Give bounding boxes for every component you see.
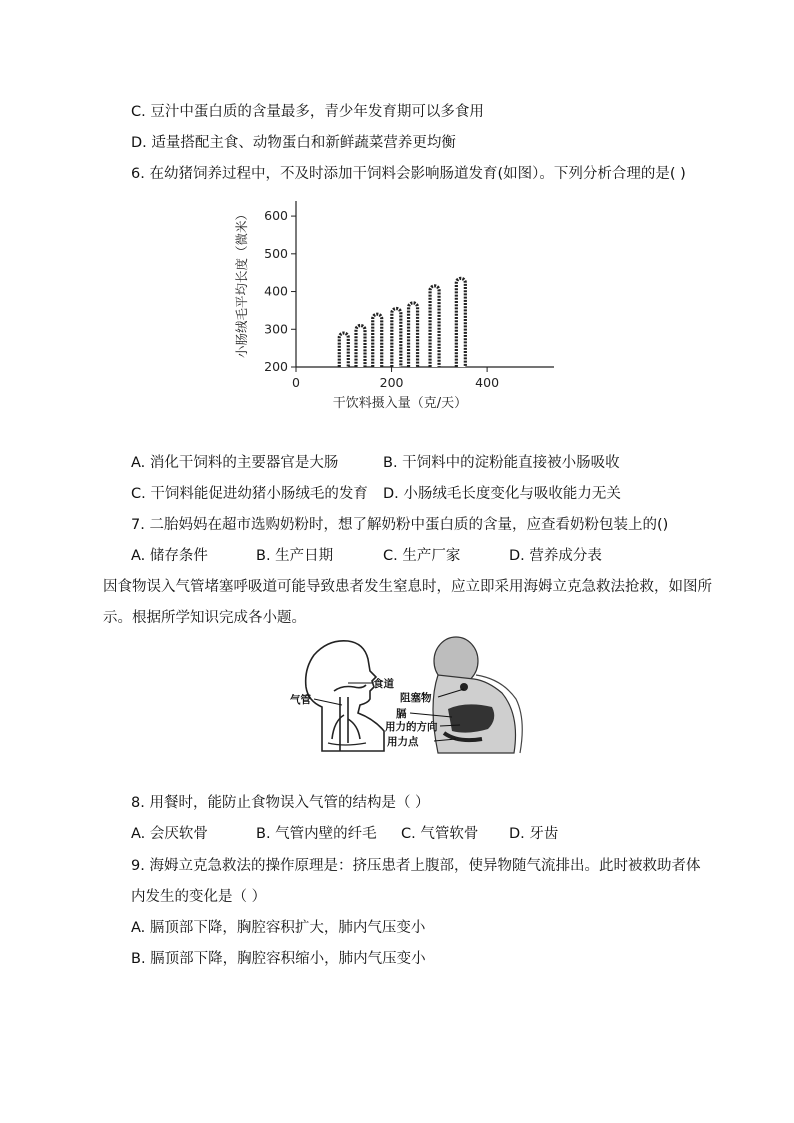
label-force-point: 用力点 <box>387 736 419 748</box>
chart-bar <box>373 314 382 367</box>
label-esophagus: 食道 <box>373 678 394 690</box>
q6-option-c: C. 干饲料能促进幼猪小肠绒毛的发育 <box>131 486 368 502</box>
q6-option-b: B. 干饲料中的淀粉能直接被小肠吸收 <box>383 455 620 471</box>
chart-x-label: 干饮料摄入量（克/天） <box>332 396 468 411</box>
chart-bar <box>339 333 348 367</box>
label-force-direction: 用力的方向 <box>385 721 438 733</box>
q5-option-d: D. 适量搭配主食、动物蛋白和新鲜蔬菜营养更均衡 <box>131 135 456 151</box>
label-obstruction: 阻塞物 <box>400 692 432 704</box>
chart-y-tick-label: 200 <box>264 359 288 374</box>
chart-x-tick-label: 400 <box>475 375 500 390</box>
chart-bar <box>392 309 401 367</box>
chart-x-tick-label: 200 <box>379 375 404 390</box>
chart-y-tick-label: 300 <box>264 321 288 337</box>
q6-option-d: D. 小肠绒毛长度变化与吸收能力无关 <box>383 486 621 502</box>
q7-stem: 7. 二胎妈妈在超市选购奶粉时，想了解奶粉中蛋白质的含量，应查看奶粉包装上的() <box>131 517 669 533</box>
q8-stem: 8. 用餐时，能防止食物误入气管的结构是（ ） <box>131 795 430 811</box>
q7-option-d: D. 营养成分表 <box>509 548 602 564</box>
heimlich-figure <box>288 635 528 757</box>
chart-axes <box>296 201 554 367</box>
q9-stem-line-1: 9. 海姆立克急救法的操作原理是：挤压患者上腹部，使异物随气流排出。此时被救助者体 <box>131 858 701 874</box>
q6-stem: 6. 在幼猪饲养过程中，不及时添加干饲料会影响肠道发育(如图）。下列分析合理的是( ) <box>131 166 686 182</box>
chart-bar <box>409 303 418 367</box>
passage-line-2: 示。根据所学知识完成各小题。 <box>103 610 306 626</box>
label-diaphragm: 膈 <box>396 708 407 720</box>
q8-option-d: D. 牙齿 <box>509 826 559 842</box>
q7-option-c: C. 生产厂家 <box>383 548 461 564</box>
passage-line-1: 因食物误入气管堵塞呼吸道可能导致患者发生窒息时，应立即采用海姆立克急救法抢救，如图所 <box>103 579 712 595</box>
chart-y-tick-label: 500 <box>264 245 288 261</box>
chart-y-tick-label: 600 <box>264 208 288 224</box>
q6-option-a: A. 消化干饲料的主要器官是大肠 <box>131 455 339 471</box>
q7-option-a: A. 储存条件 <box>131 548 208 564</box>
rescuer-diagram <box>433 637 522 753</box>
chart-bar <box>356 326 365 368</box>
q7-option-b: B. 生产日期 <box>256 548 334 564</box>
chart-bar <box>456 278 465 367</box>
label-trachea: 气管 <box>290 694 311 706</box>
q9-stem-line-2: 内发生的变化是（ ） <box>131 889 267 905</box>
chart-bar <box>430 286 439 367</box>
q9-option-b: B. 膈顶部下降，胸腔容积缩小，肺内气压变小 <box>131 951 426 967</box>
q8-option-c: C. 气管软骨 <box>401 826 479 842</box>
q8-option-a: A. 会厌软骨 <box>131 826 208 842</box>
villus-length-chart <box>230 195 570 420</box>
chart-y-tick-label: 400 <box>264 283 288 299</box>
airway-diagram <box>306 641 384 751</box>
chart-x-tick-label: 0 <box>292 375 300 390</box>
chart-bars <box>339 278 465 367</box>
q9-option-a: A. 膈顶部下降，胸腔容积扩大，肺内气压变小 <box>131 920 426 936</box>
q8-option-b: B. 气管内壁的纤毛 <box>256 826 377 842</box>
q5-option-c: C. 豆汁中蛋白质的含量最多，青少年发育期可以多食用 <box>131 104 484 120</box>
chart-y-label: 小肠绒毛平均长度（微米） <box>234 207 249 359</box>
